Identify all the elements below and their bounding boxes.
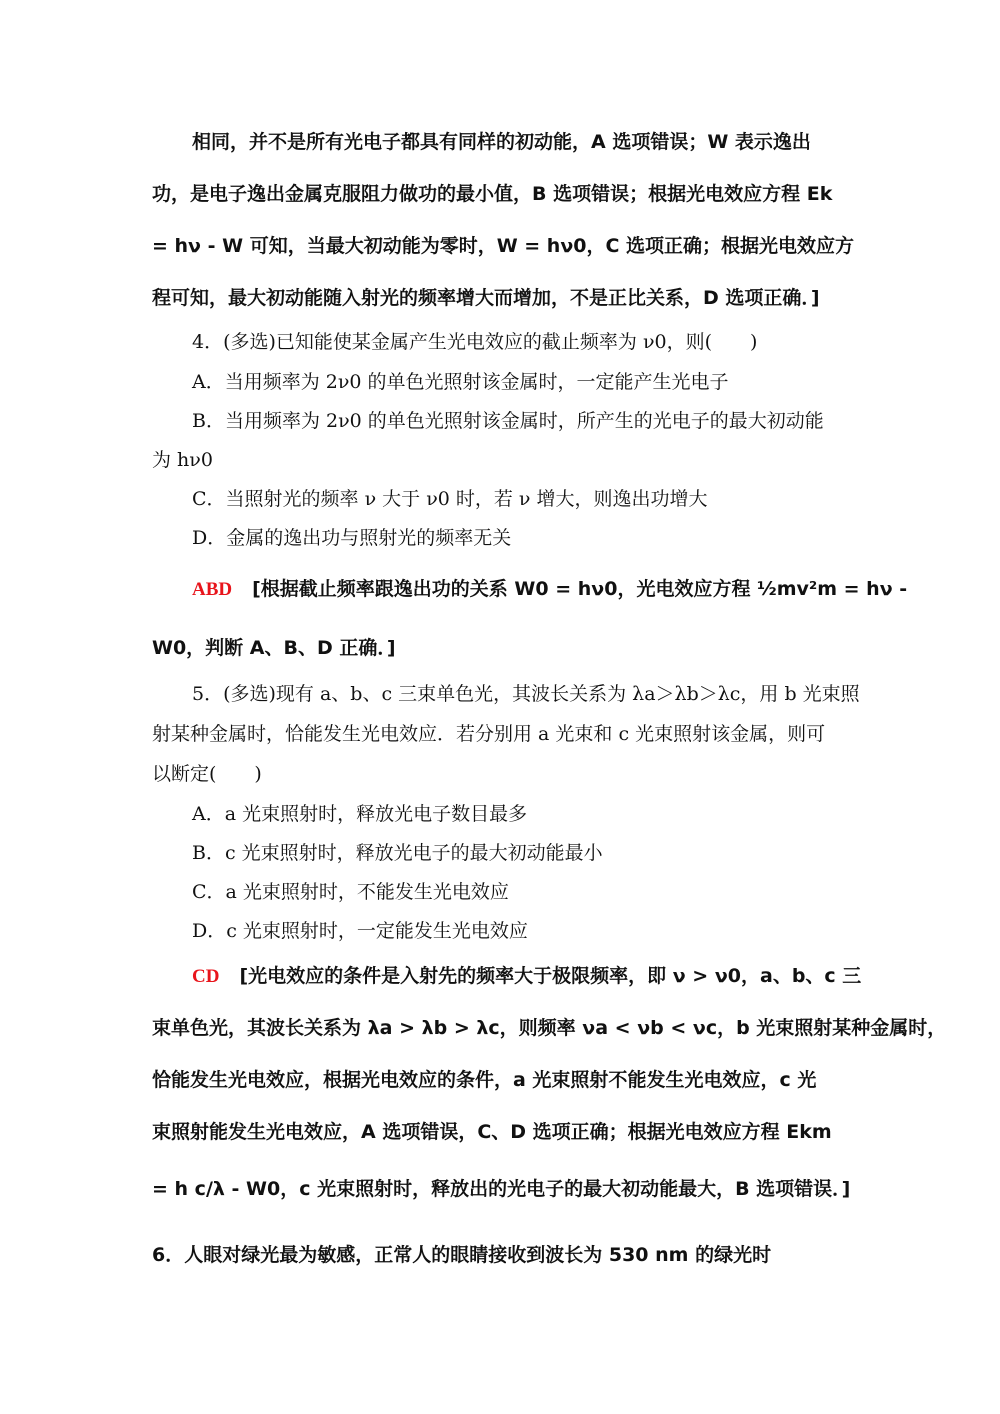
option-label: A． (192, 803, 225, 825)
q4-stem (192, 330, 852, 354)
option-label: B． (192, 842, 225, 864)
q5-explanation-line-5: = h c/λ - W0，c 光束照射时，释放出的光电子的最大初动能最大，B 选项错误．] (152, 1178, 851, 1200)
option-text: 当照射光的频率 ν 大于 ν0 时，若 ν 增大，则逸出功增大 (225, 488, 708, 510)
q5-explanation-line-1: [光电效应的条件是入射先的频率大于极限频率，即 ν > ν0，a、b、c 三 (239, 965, 862, 987)
q5-stem-text: (多选)现有 a、b、c 三束单色光，其波长关系为 λa＞λb＞λc，用 b 光束照 (223, 683, 860, 705)
option-label: A． (192, 371, 225, 393)
q4-answer: ABD (192, 579, 233, 600)
q6-stem (152, 1243, 852, 1267)
q5-explanation-line-2: 束单色光，其波长关系为 λa > λb > λc，则频率 νa < νb < νc，b 光束照射某种金属时， (152, 1017, 947, 1039)
q4-answer-line (192, 577, 908, 602)
q5-stem-line-1 (192, 682, 860, 706)
option-text: a 光束照射时，不能发生光电效应 (225, 881, 509, 903)
q5-option-b (192, 841, 852, 865)
q6-number: 6． (152, 1244, 185, 1266)
q5-stem-line-3: 以断定( ) (152, 763, 262, 785)
q4-option-c (192, 487, 852, 511)
option-text: c 光束照射时，释放光电子的最大初动能最小 (224, 842, 603, 864)
q5-number: 5． (192, 683, 224, 705)
option-label: C． (192, 881, 226, 903)
q5-explanation-line-4: 束照射能发生光电效应，A 选项错误，C、D 选项正确；根据光电效应方程 Ekm (152, 1121, 832, 1143)
option-text: 当用频率为 2ν0 的单色光照射该金属时，所产生的光电子的最大初动能 (224, 410, 824, 432)
q5-option-d (192, 919, 852, 943)
q4-option-b-continuation: 为 hν0 (152, 449, 213, 471)
q6-stem-text: 人眼对绿光最为敏感，正常人的眼睛接收到波长为 530 nm 的绿光时 (184, 1244, 772, 1266)
q4-option-d (192, 526, 852, 550)
q5-answer-line (192, 964, 862, 989)
q3-explanation-line-4: 程可知，最大初动能随入射光的频率增大而增加，不是正比关系，D 选项正确．] (152, 287, 820, 309)
q4-number: 4． (192, 331, 224, 353)
option-label: B． (192, 410, 225, 432)
q4-option-b (192, 409, 852, 433)
q3-explanation-line-3: = hν - W 可知，当最大初动能为零时，W = hν0，C 选项正确；根据光电效应方 (152, 235, 855, 257)
option-label: C． (192, 488, 226, 510)
option-text: a 光束照射时，释放光电子数目最多 (224, 803, 528, 825)
q4-stem-text: (多选)已知能使某金属产生光电效应的截止频率为 ν0，则( ) (223, 331, 758, 353)
q5-option-c (192, 880, 852, 904)
q4-explanation-line-1: [根据截止频率跟逸出功的关系 W0 = hν0，光电效应方程 ½mv²m = hν - (252, 578, 908, 600)
q4-option-a (192, 370, 852, 394)
q3-explanation-line-2: 功，是电子逸出金属克服阻力做功的最小值，B 选项错误；根据光电效应方程 Ek (152, 183, 833, 205)
q4-explanation-line-2: W0，判断 A、B、D 正确．] (152, 637, 396, 659)
q5-explanation-line-3: 恰能发生光电效应，根据光电效应的条件，a 光束照射不能发生光电效应，c 光 (152, 1069, 817, 1091)
option-text: 金属的逸出功与照射光的频率无关 (226, 527, 512, 549)
option-text: 当用频率为 2ν0 的单色光照射该金属时，一定能产生光电子 (224, 371, 729, 393)
option-label: D． (192, 527, 227, 549)
q3-explanation-line-1: 相同，并不是所有光电子都具有同样的初动能，A 选项错误；W 表示逸出 (192, 131, 811, 153)
option-text: c 光束照射时，一定能发生光电效应 (226, 920, 528, 942)
q5-option-a (192, 802, 852, 826)
option-label: D． (192, 920, 227, 942)
q5-stem-line-2: 射某种金属时，恰能发生光电效应．若分别用 a 光束和 c 光束照射该金属，则可 (152, 723, 826, 745)
q5-answer: CD (192, 966, 220, 987)
